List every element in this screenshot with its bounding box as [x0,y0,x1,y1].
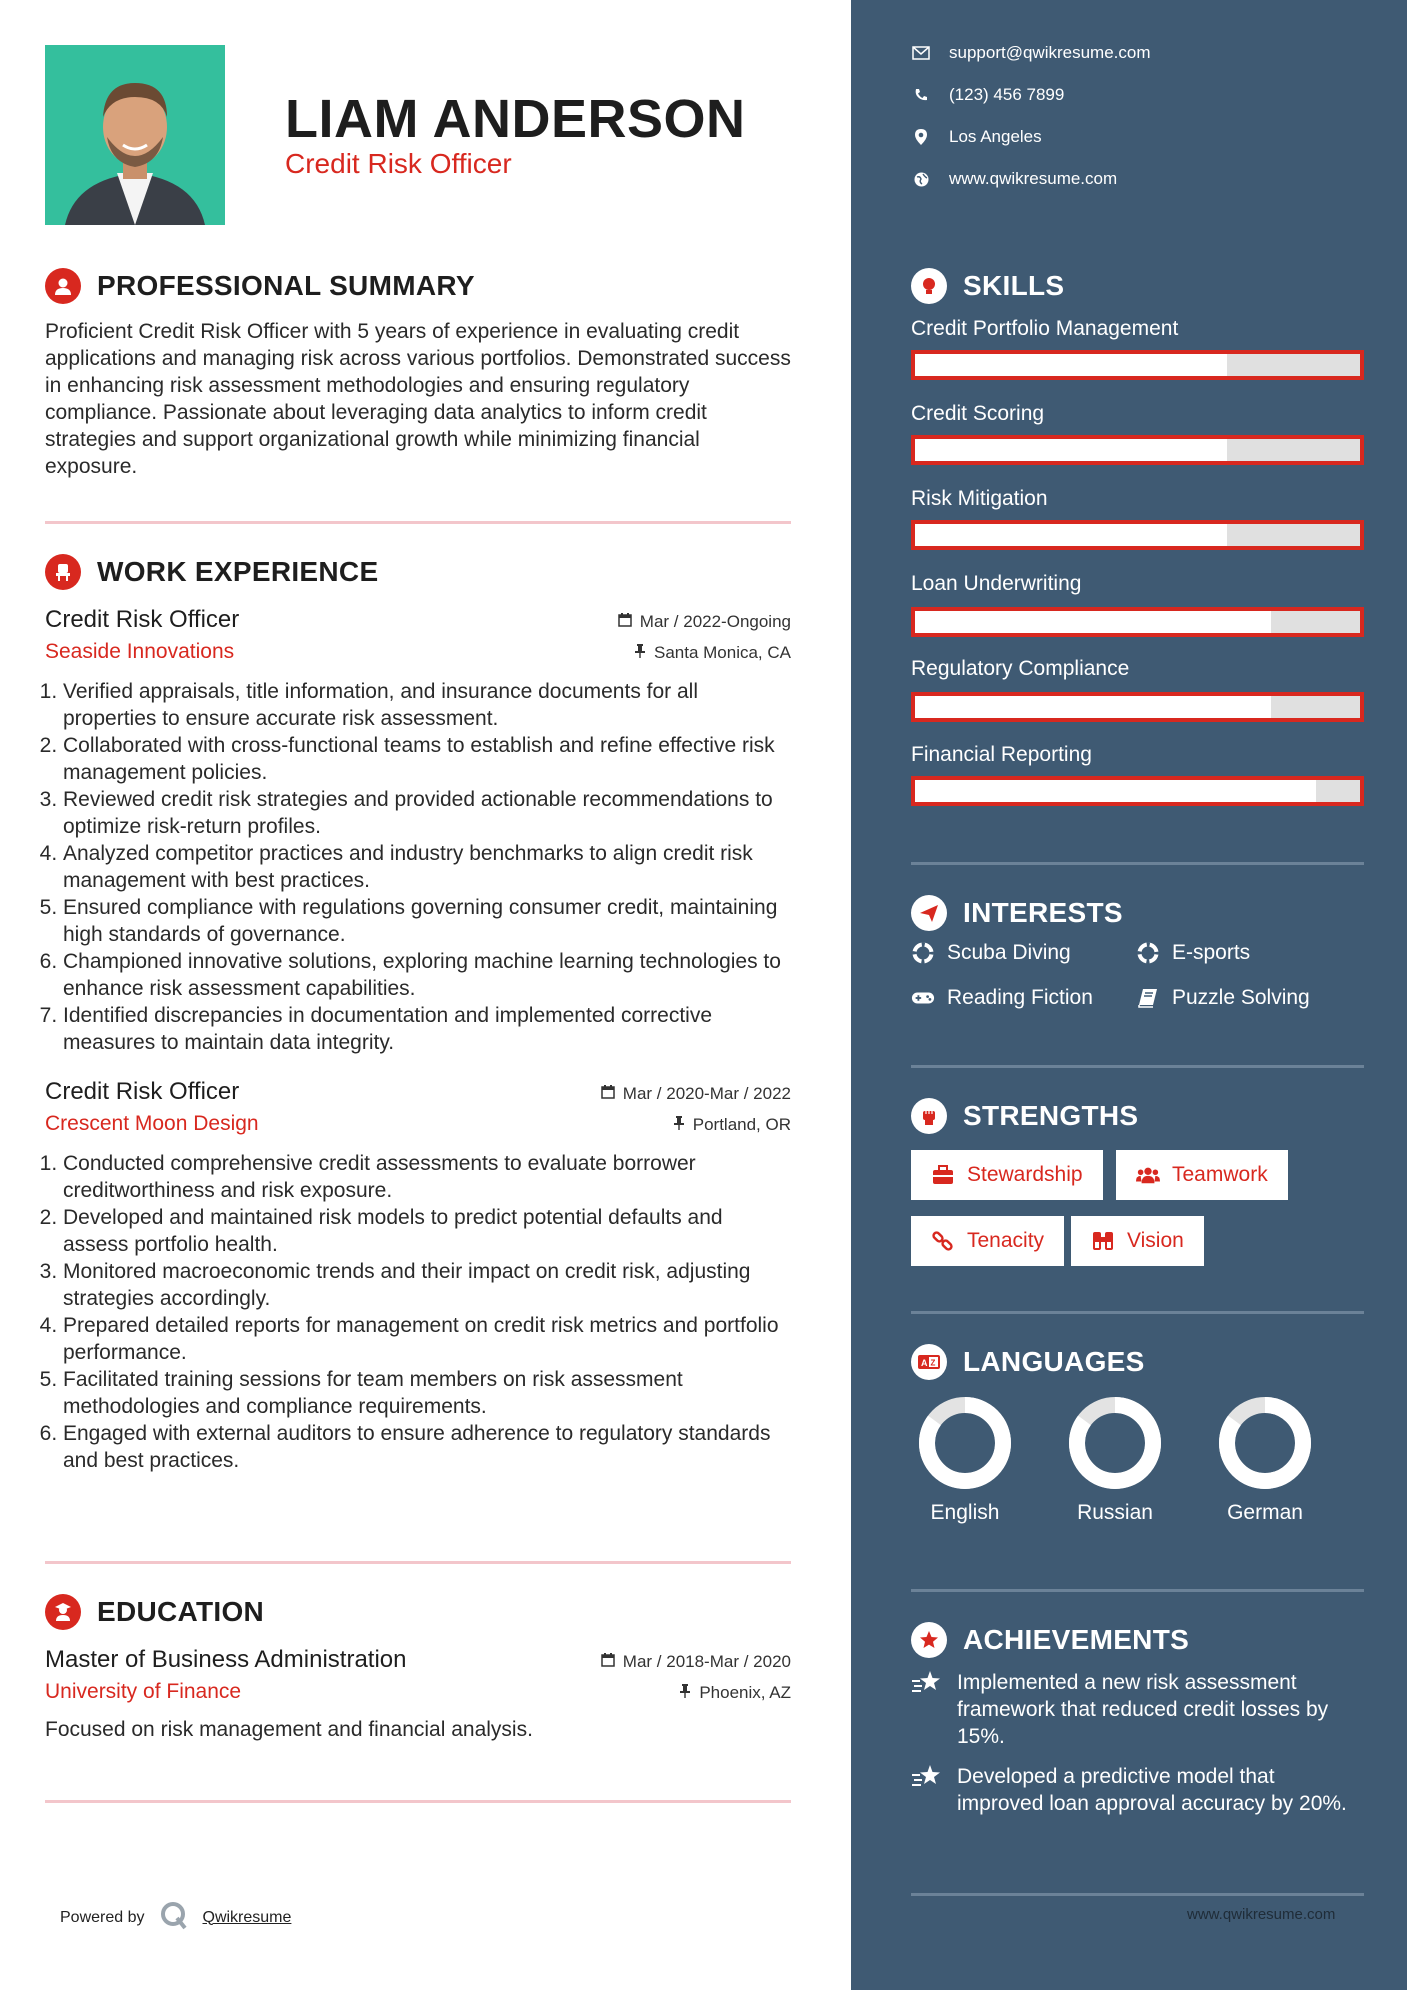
users-icon [1136,1163,1160,1187]
qwikresume-link[interactable]: Qwikresume [202,1908,292,1926]
map-pin-icon [911,127,931,147]
link-icon [931,1229,955,1253]
section-divider [911,1589,1364,1592]
degree-title: Master of Business Administration [45,1646,407,1673]
shooting-star-icon [911,1763,943,1795]
achievement-text: Implemented a new risk assessment framework that reduced credit losses by 15%. [957,1671,1329,1748]
candidate-title: Credit Risk Officer [285,148,512,179]
skill-fill [915,354,1227,376]
education-location: Phoenix, AZ [699,1683,791,1702]
skills-header [911,266,1064,306]
skill-fill [915,611,1271,633]
list-item: 3. Monitored macroeconomic trends and their impact on credit risk, adjusting strategies accordingly. [63,1258,791,1312]
duty-list [45,1150,791,1474]
globe-icon [911,169,931,189]
section-divider [45,1561,791,1564]
interest-label: Scuba Diving [947,941,1071,964]
list-item: 6. Championed innovative solutions, exploring machine learning technologies to enhance risk assessment capabilities. [63,948,791,1002]
contact-website [911,169,1117,189]
lifebuoy-icon [1136,941,1160,965]
strength-badge [911,1216,1064,1266]
language-item [1055,1395,1175,1525]
skill-bar [911,776,1364,806]
duty-list [45,678,791,1056]
phone-icon [911,85,931,105]
section-divider [911,1065,1364,1068]
education-section [45,1592,791,1743]
skill-fill [915,524,1227,546]
job-entry [45,606,791,1056]
job-dates: Mar / 2020-Mar / 2022 [622,1084,791,1103]
language-name: Russian [1077,1501,1153,1524]
skill-fill [915,439,1227,461]
interest-item [911,986,1093,1010]
fist-icon [911,1098,947,1134]
list-item: 3. Reviewed credit risk strategies and provided actionable recommendations to optimize risk-return profiles. [63,786,791,840]
interest-label: E-sports [1172,941,1251,964]
interests-header [911,893,1123,933]
language-ring [1217,1395,1313,1491]
interest-item [1136,941,1250,965]
strength-label: Stewardship [967,1163,1083,1186]
language-name: German [1227,1501,1303,1524]
job-entry [45,1078,791,1474]
education-heading: EDUCATION [97,1596,265,1627]
list-item: 5. Ensured compliance with regulations governing consumer credit, maintaining high standards of governance. [63,894,791,948]
section-divider [45,1800,791,1803]
gamepad-icon [911,986,935,1010]
powered-label: Powered by [60,1908,145,1926]
strength-label: Tenacity [967,1229,1045,1252]
language-name: English [930,1501,1000,1524]
lifebuoy-icon [911,941,935,965]
list-item: 5. Facilitated training sessions for team members on risk assessment methodologies and compliance requirements. [63,1366,791,1420]
strength-badge [1116,1150,1288,1200]
language-ring [917,1395,1013,1491]
company-name: Crescent Moon Design [45,1112,259,1135]
interest-item [1136,986,1310,1010]
svg-text:A: A [921,1358,928,1368]
website-text[interactable]: www.qwikresume.com [949,169,1118,188]
list-item: 6. Engaged with external auditors to ensure adherence to regulatory standards and best practices. [63,1420,791,1474]
skill-label: Financial Reporting [911,743,1092,766]
strengths-header [911,1096,1138,1136]
interest-item [911,941,1071,965]
job-location: Santa Monica, CA [653,643,791,662]
achievement-item [911,1763,1364,1817]
language-ring [1067,1395,1163,1491]
chair-icon [45,554,81,590]
binoculars-icon [1091,1229,1115,1253]
interest-label: Puzzle Solving [1172,986,1310,1009]
skills-heading: SKILLS [963,270,1065,301]
candidate-name: LIAM ANDERSON [285,89,746,149]
calendar-icon [601,1652,615,1672]
skill-label: Credit Portfolio Management [911,317,1179,340]
list-item: 2. Collaborated with cross-functional teams to establish and refine effective risk management policies. [63,732,791,786]
lightbulb-icon [911,268,947,304]
skill-label: Regulatory Compliance [911,657,1130,680]
list-item: 1. Verified appraisals, title information, and insurance documents for all properties to ensure accurate risk assessment. [63,678,791,732]
skill-bar [911,692,1364,722]
pin-icon [673,1115,685,1135]
envelope-icon [911,43,931,63]
skill-label: Credit Scoring [911,402,1045,425]
achievement-text: Developed a predictive model that improved loan approval accuracy by 20%. [957,1765,1347,1815]
list-item: 2. Developed and maintained risk models to predict potential defaults and assess portfolio health. [63,1204,791,1258]
contact-email [911,43,1151,63]
summary-heading: PROFESSIONAL SUMMARY [97,270,475,301]
paper-plane-icon [911,895,947,931]
achievements-heading: ACHIEVEMENTS [963,1624,1190,1655]
section-divider [911,1311,1364,1314]
skill-fill [915,780,1316,802]
location-text: Los Angeles [949,127,1042,146]
contact-location [911,127,1042,147]
contact-phone [911,85,1064,105]
skill-bar [911,350,1364,380]
list-item: 4. Analyzed competitor practices and industry benchmarks to align credit risk management with best practices. [63,840,791,894]
user-icon [45,268,81,304]
sidebar [851,0,1407,1990]
languages-heading: LANGUAGES [963,1346,1145,1377]
strength-badge [911,1150,1103,1200]
calendar-icon [601,1084,615,1104]
phone-text: (123) 456 7899 [949,85,1065,104]
calendar-icon [618,612,632,632]
skill-fill [915,696,1271,718]
list-item: 7. Identified discrepancies in documentation and implemented corrective measures to maintain data integrity. [63,1002,791,1056]
company-name: Seaside Innovations [45,640,235,663]
skill-label: Loan Underwriting [911,572,1082,595]
book-icon [1136,986,1160,1010]
summary-section [45,266,791,480]
job-dates: Mar / 2022-Ongoing [639,612,791,631]
profile-photo [45,45,225,225]
strength-label: Teamwork [1172,1163,1268,1186]
email-text[interactable]: support@qwikresume.com [949,43,1151,62]
experience-heading: WORK EXPERIENCE [97,556,379,587]
language-item [905,1395,1025,1525]
pin-icon [679,1683,691,1703]
job-location: Portland, OR [692,1115,791,1134]
strength-badge [1071,1216,1204,1266]
section-divider [911,862,1364,865]
graduate-icon [45,1594,81,1630]
shooting-star-icon [911,1669,943,1701]
section-divider [911,1893,1364,1896]
education-description: Focused on risk management and financial analysis. [45,1718,533,1741]
summary-text: Proficient Credit Risk Officer with 5 years of experience in evaluating credit applications and managing risk across various portfolios. Demonstrated success in enhancing risk assessment methodologies and ensuring regulatory compliance. Passionate about leveraging data analytics to inform credit strategies and support organizational growth while minimizing financial exposure. [45,320,791,478]
strengths-heading: STRENGTHS [963,1100,1139,1131]
skill-bar [911,520,1364,550]
briefcase-icon [931,1163,955,1187]
section-divider [45,521,791,524]
education-dates: Mar / 2018-Mar / 2020 [622,1652,791,1671]
achievement-item [911,1669,1364,1750]
school-name: University of Finance [45,1680,242,1703]
powered-by [60,1900,291,1935]
skill-bar [911,435,1364,465]
interests-heading: INTERESTS [963,897,1123,928]
skill-bar [911,607,1364,637]
skill-label: Risk Mitigation [911,487,1048,510]
translate-icon [911,1344,947,1380]
strength-label: Vision [1127,1229,1184,1252]
svg-text:Z: Z [930,1358,936,1368]
job-title: Credit Risk Officer [45,606,240,633]
experience-section [45,552,791,1474]
star-badge-icon [911,1622,947,1658]
qwikresume-logo-icon [159,1900,189,1935]
list-item: 1. Conducted comprehensive credit assessments to evaluate borrower creditworthiness and risk exposure. [63,1150,791,1204]
languages-header [911,1342,1145,1382]
job-title: Credit Risk Officer [45,1078,240,1105]
language-item [1205,1395,1325,1525]
pin-icon [634,643,646,663]
footer-url[interactable]: www.qwikresume.com [1187,1906,1336,1923]
interest-label: Reading Fiction [947,986,1093,1009]
achievements-header [911,1620,1189,1660]
list-item: 4. Prepared detailed reports for management on credit risk metrics and portfolio performance. [63,1312,791,1366]
